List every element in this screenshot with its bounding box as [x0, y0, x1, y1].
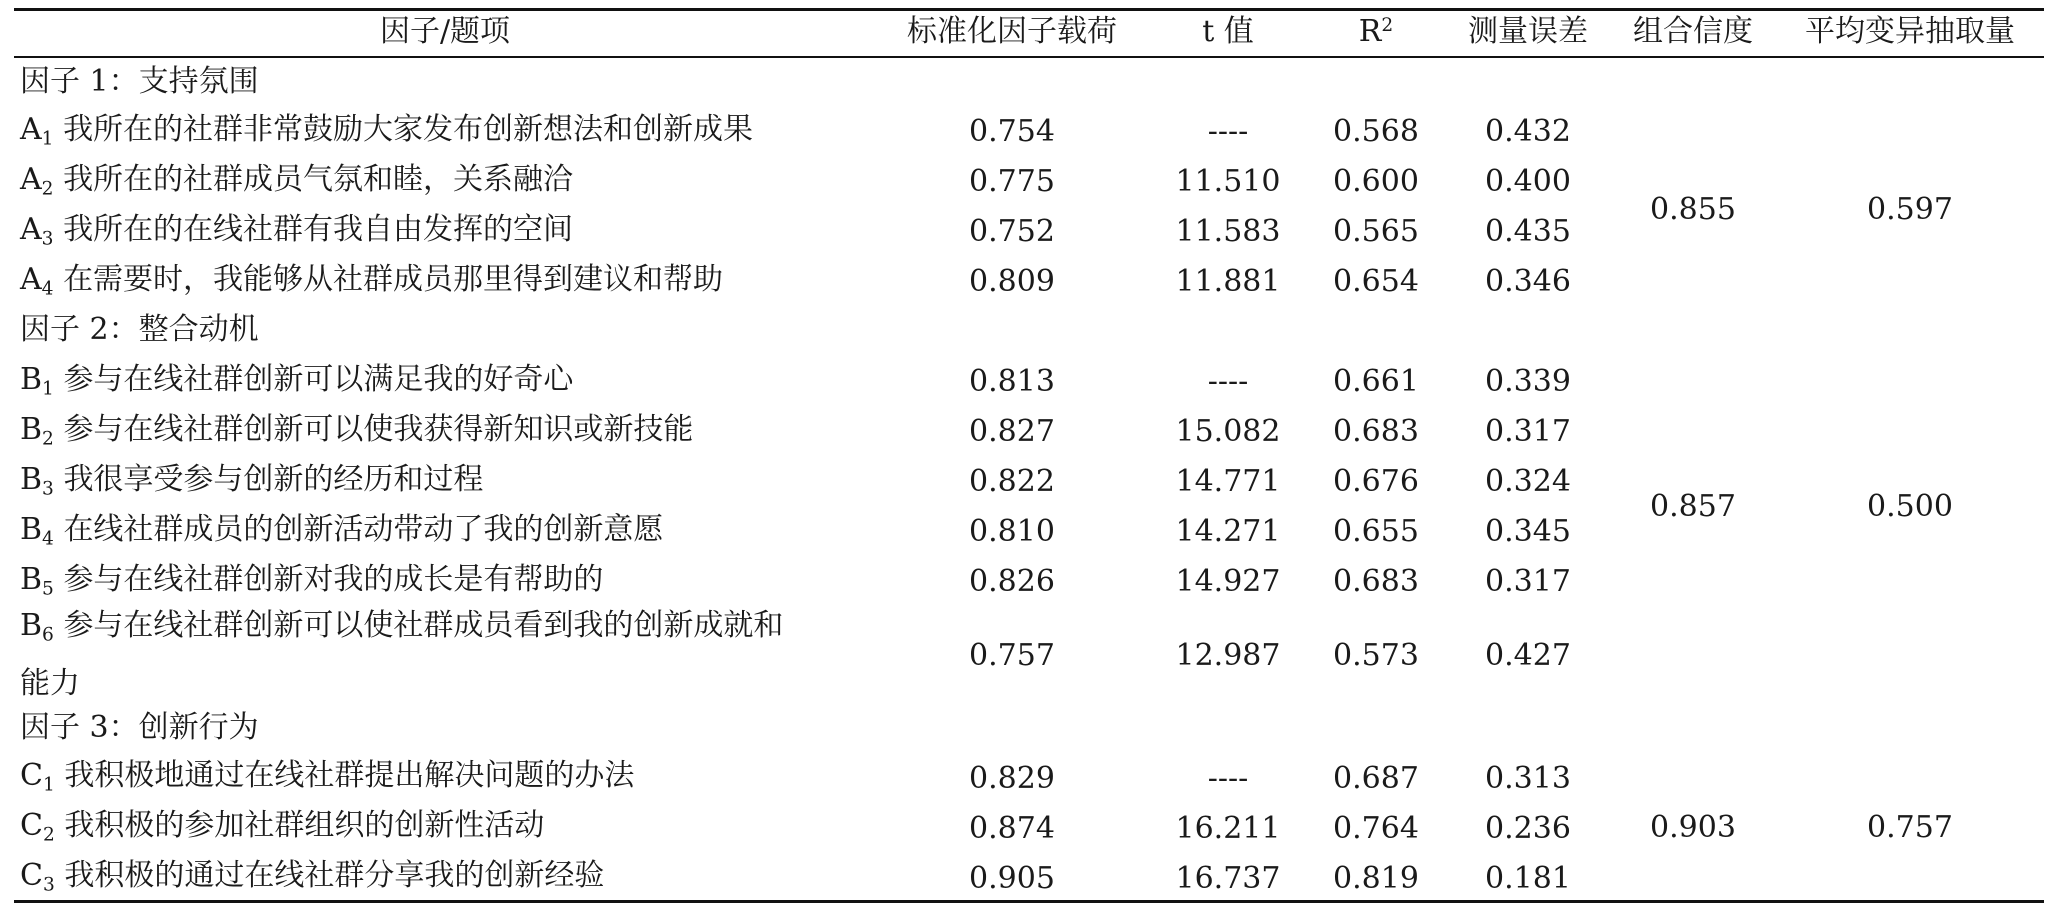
error-value: 0.345: [1485, 514, 1571, 549]
item-label: $A_1$ 我所在的社群非常鼓励大家发布创新想法和创新成果: [20, 112, 754, 150]
composite-reliability-value: 0.903: [1650, 810, 1736, 845]
item-label: $B_2$ 参与在线社群创新可以使我获得新知识或新技能: [20, 412, 694, 450]
header-r-squared: $R^2$: [1358, 14, 1394, 49]
composite-reliability-value: 0.857: [1650, 489, 1736, 524]
loading-value: 0.827: [969, 414, 1055, 449]
header-composite-reliability: 组合信度: [1633, 14, 1753, 49]
r2-value: 0.819: [1333, 861, 1419, 896]
t-value: 12.987: [1175, 638, 1281, 673]
error-value: 0.435: [1485, 214, 1571, 249]
error-value: 0.317: [1485, 414, 1571, 449]
item-label: $B_3$ 我很享受参与创新的经历和过程: [20, 462, 484, 500]
table-top-rule: [14, 8, 2044, 11]
error-value: 0.236: [1485, 811, 1571, 846]
item-label: $B_6$ 参与在线社群创新可以使社群成员看到我的创新成就和: [20, 608, 784, 646]
table-bottom-rule: [14, 900, 2044, 903]
item-label: $A_3$ 我所在的在线社群有我自由发挥的空间: [20, 212, 574, 250]
r2-value: 0.687: [1333, 761, 1419, 796]
item-label: $C_3$ 我积极的通过在线社群分享我的创新经验: [20, 858, 605, 896]
error-value: 0.400: [1485, 164, 1571, 199]
loading-value: 0.810: [969, 514, 1055, 549]
t-value: ----: [1207, 364, 1249, 399]
r2-value: 0.565: [1333, 214, 1419, 249]
loading-value: 0.754: [969, 114, 1055, 149]
t-value: ----: [1207, 761, 1249, 796]
loading-value: 0.829: [969, 761, 1055, 796]
loading-value: 0.775: [969, 164, 1055, 199]
error-value: 0.427: [1485, 638, 1571, 673]
loading-value: 0.757: [969, 638, 1055, 673]
factor-title: 因子 1：支持氛围: [20, 64, 259, 99]
loading-value: 0.752: [969, 214, 1055, 249]
loading-value: 0.874: [969, 811, 1055, 846]
r2-value: 0.683: [1333, 564, 1419, 599]
factor-title: 因子 2：整合动机: [20, 312, 259, 347]
t-value: 14.771: [1175, 464, 1281, 499]
item-label: $B_5$ 参与在线社群创新对我的成长是有帮助的: [20, 562, 604, 600]
t-value: 16.211: [1175, 811, 1281, 846]
header-loading: 标准化因子载荷: [907, 14, 1117, 49]
t-value: ----: [1207, 114, 1249, 149]
error-value: 0.313: [1485, 761, 1571, 796]
header-t-value: t 值: [1202, 14, 1254, 49]
loading-value: 0.809: [969, 264, 1055, 299]
r2-value: 0.568: [1333, 114, 1419, 149]
composite-reliability-value: 0.855: [1650, 192, 1736, 227]
loading-value: 0.905: [969, 861, 1055, 896]
ave-value: 0.500: [1867, 489, 1953, 524]
t-value: 16.737: [1175, 861, 1281, 896]
t-value: 11.881: [1175, 264, 1281, 299]
r2-value: 0.600: [1333, 164, 1419, 199]
error-value: 0.346: [1485, 264, 1571, 299]
loading-value: 0.826: [969, 564, 1055, 599]
item-label: $B_4$ 在线社群成员的创新活动带动了我的创新意愿: [20, 512, 664, 550]
item-label: $A_2$ 我所在的社群成员气氛和睦，关系融洽: [20, 162, 574, 200]
item-label: $B_1$ 参与在线社群创新可以满足我的好奇心: [20, 362, 574, 400]
r2-value: 0.683: [1333, 414, 1419, 449]
error-value: 0.339: [1485, 364, 1571, 399]
t-value: 11.510: [1175, 164, 1281, 199]
item-label: $A_4$ 在需要时，我能够从社群成员那里得到建议和帮助: [20, 262, 724, 300]
ave-value: 0.597: [1867, 192, 1953, 227]
t-value: 11.583: [1175, 214, 1281, 249]
t-value: 14.271: [1175, 514, 1281, 549]
item-label-continued: 能力: [20, 666, 80, 701]
r2-value: 0.573: [1333, 638, 1419, 673]
factor-title: 因子 3：创新行为: [20, 710, 259, 745]
ave-value: 0.757: [1867, 810, 1953, 845]
item-label: $C_2$ 我积极的参加社群组织的创新性活动: [20, 808, 545, 846]
header-measurement-error: 测量误差: [1468, 14, 1588, 49]
r2-value: 0.654: [1333, 264, 1419, 299]
header-bottom-rule: [14, 56, 2044, 58]
r2-value: 0.764: [1333, 811, 1419, 846]
error-value: 0.317: [1485, 564, 1571, 599]
loading-value: 0.822: [969, 464, 1055, 499]
t-value: 15.082: [1175, 414, 1281, 449]
error-value: 0.181: [1485, 861, 1571, 896]
t-value: 14.927: [1175, 564, 1281, 599]
error-value: 0.432: [1485, 114, 1571, 149]
error-value: 0.324: [1485, 464, 1571, 499]
r2-value: 0.661: [1333, 364, 1419, 399]
loading-value: 0.813: [969, 364, 1055, 399]
header-ave: 平均变异抽取量: [1805, 14, 2015, 49]
item-label: $C_1$ 我积极地通过在线社群提出解决问题的办法: [20, 758, 635, 796]
header-item: 因子/题项: [379, 14, 511, 49]
r2-value: 0.655: [1333, 514, 1419, 549]
r2-value: 0.676: [1333, 464, 1419, 499]
